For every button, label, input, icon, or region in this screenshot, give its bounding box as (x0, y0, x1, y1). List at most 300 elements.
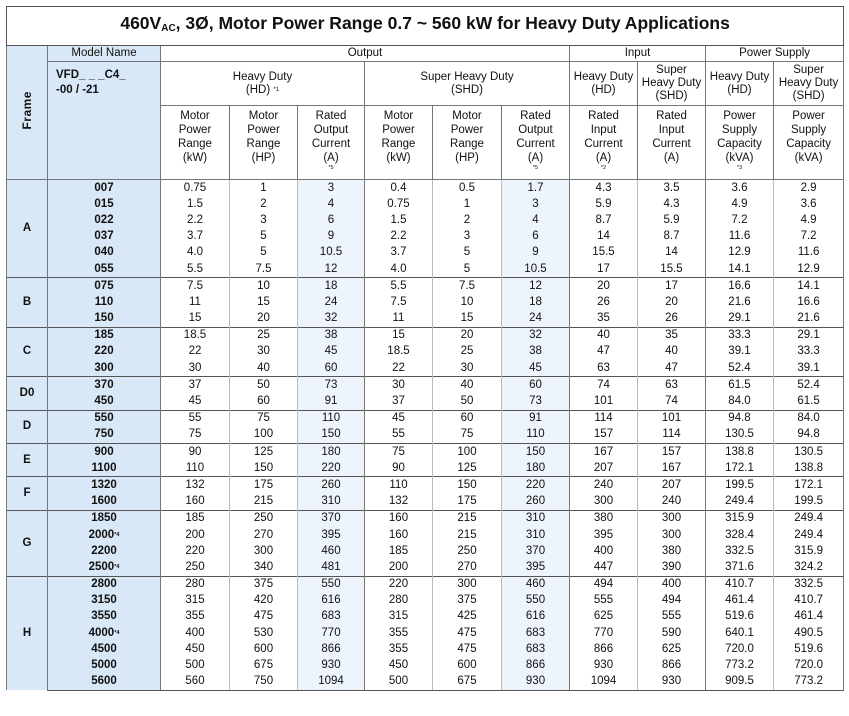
frame-cell: F (7, 477, 48, 510)
value-cell: 375 (433, 593, 502, 609)
col-header-rated-output (298, 106, 365, 180)
col-header-motor-hp (230, 106, 298, 180)
value-cell: 21.6 (706, 294, 774, 310)
col-header-line: Input (658, 124, 685, 136)
value-cell: 110 (298, 410, 365, 427)
col-header-line: Power (723, 110, 756, 122)
value-cell: 40 (638, 344, 706, 360)
value-cell: 461.4 (774, 609, 844, 625)
model-name-header: Model Name (48, 46, 161, 62)
table-row (7, 609, 844, 625)
value-cell: 25 (230, 327, 298, 344)
value-cell: 24 (502, 311, 570, 328)
model-number: 2800 (91, 578, 117, 591)
value-cell: 4.9 (774, 212, 844, 228)
col-header-line: (A) (527, 152, 544, 164)
value-cell: 519.6 (774, 641, 844, 657)
col-header-line: Capacity (786, 138, 831, 150)
value-cell: 0.5 (433, 180, 502, 197)
value-cell: 300 (433, 576, 502, 593)
table-row (7, 494, 844, 511)
value-cell: 640.1 (706, 625, 774, 641)
spec-table-container (6, 6, 843, 691)
model-number: 2000 (88, 528, 115, 541)
value-cell: 773.2 (774, 674, 844, 691)
value-cell: 215 (433, 527, 502, 543)
col-header-line: Current (311, 138, 351, 150)
value-cell: 199.5 (774, 494, 844, 511)
value-cell: 340 (230, 559, 298, 576)
value-cell: 380 (570, 510, 638, 527)
table-row (7, 410, 844, 427)
value-cell: 530 (230, 625, 298, 641)
model-cell (48, 327, 161, 344)
col-header-line: Range (178, 138, 212, 150)
col-header-shd-motor-hp (433, 106, 502, 180)
value-cell: 683 (502, 625, 570, 641)
value-cell: 7.2 (706, 212, 774, 228)
value-cell: 18.5 (161, 327, 230, 344)
col-header-hd-ps-capacity (706, 106, 774, 180)
value-cell: 15 (433, 311, 502, 328)
value-cell: 300 (570, 494, 638, 511)
model-cell (48, 657, 161, 673)
value-cell: 12 (298, 261, 365, 278)
value-cell: 100 (433, 444, 502, 461)
col-header-line: Output (518, 124, 553, 136)
value-cell: 420 (230, 593, 298, 609)
value-cell: 45 (298, 344, 365, 360)
power-supply-header: Power Supply (706, 46, 844, 62)
table-row (7, 543, 844, 559)
value-cell: 750 (230, 674, 298, 691)
value-cell: 14.1 (774, 278, 844, 295)
value-cell: 460 (298, 543, 365, 559)
col-header-line: (A) (595, 152, 612, 164)
value-cell: 55 (365, 427, 433, 444)
value-cell: 461.4 (706, 593, 774, 609)
value-cell: 300 (638, 510, 706, 527)
value-cell: 590 (638, 625, 706, 641)
value-cell: 475 (433, 641, 502, 657)
value-cell: 400 (638, 576, 706, 593)
value-cell: 130.5 (774, 444, 844, 461)
frame-cell: G (7, 510, 48, 576)
col-header-line: Range (246, 138, 281, 150)
model-number: 4000 (88, 626, 115, 639)
value-cell: 45 (502, 360, 570, 377)
value-cell: 12.9 (774, 261, 844, 278)
col-header-line: Power (792, 110, 825, 122)
model-cell (48, 229, 161, 245)
col-header-line: Power (178, 124, 212, 136)
col-header-line: (HP) (251, 152, 276, 164)
table-row (7, 196, 844, 212)
value-cell: 675 (433, 674, 502, 691)
value-cell: 63 (570, 360, 638, 377)
value-cell: 1 (433, 196, 502, 212)
value-cell: 12 (502, 278, 570, 295)
value-cell: 20 (230, 311, 298, 328)
value-cell: 410.7 (774, 593, 844, 609)
value-cell: 215 (230, 494, 298, 511)
value-cell: 2.9 (774, 180, 844, 197)
value-cell: 200 (365, 559, 433, 576)
model-cell (48, 576, 161, 593)
value-cell: 425 (433, 609, 502, 625)
value-cell: 125 (230, 444, 298, 461)
value-cell: 25 (433, 344, 502, 360)
value-cell: 3.6 (774, 196, 844, 212)
value-cell: 447 (570, 559, 638, 576)
model-number: 450 (94, 395, 114, 408)
footnote-marker: *5 (532, 165, 539, 171)
value-cell: 550 (298, 576, 365, 593)
value-cell: 32 (502, 327, 570, 344)
value-cell: 450 (161, 641, 230, 657)
value-cell: 14 (570, 229, 638, 245)
model-cell (48, 196, 161, 212)
value-cell: 38 (298, 327, 365, 344)
model-number: 2200 (91, 544, 117, 557)
value-cell: 616 (298, 593, 365, 609)
value-cell: 720.0 (774, 657, 844, 673)
value-cell: 490.5 (774, 625, 844, 641)
value-cell: 101 (570, 393, 638, 410)
value-cell: 15.5 (570, 245, 638, 261)
value-cell: 3 (230, 212, 298, 228)
table-row (7, 427, 844, 444)
value-cell: 6 (298, 212, 365, 228)
value-cell: 240 (570, 477, 638, 494)
value-cell: 132 (161, 477, 230, 494)
col-header-line: Capacity (717, 138, 762, 150)
value-cell: 315.9 (774, 543, 844, 559)
value-cell: 11 (365, 311, 433, 328)
value-cell: 400 (570, 543, 638, 559)
value-cell: 355 (161, 609, 230, 625)
value-cell: 114 (570, 410, 638, 427)
model-number: 110 (94, 295, 114, 308)
value-cell: 555 (638, 609, 706, 625)
value-cell: 15.5 (638, 261, 706, 278)
value-cell: 4.0 (161, 245, 230, 261)
value-cell: 15 (230, 294, 298, 310)
value-cell: 249.4 (706, 494, 774, 511)
value-cell: 400 (161, 625, 230, 641)
value-cell: 3.6 (706, 180, 774, 197)
value-cell: 909.5 (706, 674, 774, 691)
col-header-line: Motor (452, 110, 482, 122)
value-cell: 10 (433, 294, 502, 310)
value-cell: 114 (638, 427, 706, 444)
value-cell: 185 (365, 543, 433, 559)
value-cell: 5.9 (570, 196, 638, 212)
value-cell: 380 (638, 543, 706, 559)
value-cell: 172.1 (774, 477, 844, 494)
value-cell: 4.3 (638, 196, 706, 212)
col-header-line: Supply (721, 124, 758, 136)
frame-cell: A (7, 180, 48, 278)
value-cell: 220 (502, 477, 570, 494)
value-cell: 8.7 (638, 229, 706, 245)
model-cell (48, 212, 161, 228)
table-row (7, 212, 844, 228)
table-row (7, 625, 844, 641)
model-cell (48, 261, 161, 278)
value-cell: 157 (638, 444, 706, 461)
value-cell: 39.1 (706, 344, 774, 360)
value-cell: 14.1 (706, 261, 774, 278)
value-cell: 132 (365, 494, 433, 511)
value-cell: 1094 (570, 674, 638, 691)
value-cell: 220 (365, 576, 433, 593)
value-cell: 167 (638, 460, 706, 477)
model-number: 2500 (88, 560, 115, 573)
value-cell: 220 (298, 460, 365, 477)
value-cell: 0.4 (365, 180, 433, 197)
value-cell: 519.6 (706, 609, 774, 625)
value-cell: 500 (365, 674, 433, 691)
col-header-hd-rated-input (570, 106, 638, 180)
value-cell: 26 (638, 311, 706, 328)
value-cell: 175 (230, 477, 298, 494)
model-number: 550 (94, 412, 114, 425)
value-cell: 73 (502, 393, 570, 410)
value-cell: 5 (230, 229, 298, 245)
value-cell: 3.7 (161, 229, 230, 245)
value-cell: 770 (570, 625, 638, 641)
value-cell: 1 (230, 180, 298, 197)
table-row (7, 344, 844, 360)
value-cell: 5.9 (638, 212, 706, 228)
value-cell: 3 (298, 180, 365, 197)
col-header-line: Current (516, 138, 555, 150)
value-cell: 481 (298, 559, 365, 576)
value-cell: 22 (365, 360, 433, 377)
value-cell: 199.5 (706, 477, 774, 494)
table-row (7, 229, 844, 245)
table-row (7, 674, 844, 691)
value-cell: 555 (570, 593, 638, 609)
table-row (7, 477, 844, 494)
table-row (7, 261, 844, 278)
value-cell: 52.4 (774, 377, 844, 394)
value-cell: 5.5 (161, 261, 230, 278)
value-cell: 7.5 (161, 278, 230, 295)
value-cell: 60 (433, 410, 502, 427)
model-cell (48, 641, 161, 657)
value-cell: 45 (365, 410, 433, 427)
value-cell: 1.5 (365, 212, 433, 228)
col-header-line: Current (584, 138, 623, 150)
frame-cell: D0 (7, 377, 48, 410)
col-header-shd-rated-output (502, 106, 570, 180)
value-cell: 270 (230, 527, 298, 543)
model-number: 300 (94, 361, 114, 374)
value-cell: 300 (230, 543, 298, 559)
value-cell: 15 (365, 327, 433, 344)
value-cell: 39.1 (774, 360, 844, 377)
model-cell (48, 245, 161, 261)
value-cell: 355 (365, 625, 433, 641)
value-cell: 185 (161, 510, 230, 527)
value-cell: 324.2 (774, 559, 844, 576)
value-cell: 280 (161, 576, 230, 593)
model-number: 1600 (91, 495, 117, 508)
table-row (7, 593, 844, 609)
model-pattern-cell: VFD_ _ _C4_ -00 / -21 (48, 62, 161, 180)
model-number: 007 (94, 181, 114, 194)
value-cell: 332.5 (706, 543, 774, 559)
value-cell: 220 (161, 543, 230, 559)
output-header: Output (161, 46, 570, 62)
value-cell: 240 (638, 494, 706, 511)
value-cell: 61.5 (774, 393, 844, 410)
value-cell: 5 (230, 245, 298, 261)
value-cell: 260 (502, 494, 570, 511)
value-cell: 40 (433, 377, 502, 394)
value-cell: 866 (298, 641, 365, 657)
value-cell: 332.5 (774, 576, 844, 593)
model-number: 075 (94, 279, 114, 292)
value-cell: 625 (570, 609, 638, 625)
model-number: 022 (94, 213, 114, 226)
model-number: 055 (94, 262, 114, 275)
value-cell: 10 (230, 278, 298, 295)
value-cell: 38 (502, 344, 570, 360)
value-cell: 45 (161, 393, 230, 410)
model-cell (48, 444, 161, 461)
value-cell: 47 (638, 360, 706, 377)
col-header-shd-rated-input (638, 106, 706, 180)
value-cell: 683 (502, 641, 570, 657)
value-cell: 60 (502, 377, 570, 394)
value-cell: 180 (298, 444, 365, 461)
value-cell: 29.1 (774, 327, 844, 344)
col-header-line: Power (247, 124, 280, 136)
value-cell: 395 (570, 527, 638, 543)
value-cell: 250 (230, 510, 298, 527)
footnote-marker: *5 (328, 165, 334, 171)
model-number: 750 (94, 428, 114, 441)
value-cell: 84.0 (774, 410, 844, 427)
value-cell: 150 (433, 477, 502, 494)
value-cell: 22 (161, 344, 230, 360)
value-cell: 410.7 (706, 576, 774, 593)
output-shd-header: Super Heavy Duty (SHD) (365, 62, 570, 106)
table-row (7, 510, 844, 527)
col-header-line: Current (652, 138, 691, 150)
value-cell: 9 (298, 229, 365, 245)
value-cell: 138.8 (706, 444, 774, 461)
value-cell: 550 (502, 593, 570, 609)
col-header-line: Power (450, 124, 484, 136)
value-cell: 675 (230, 657, 298, 673)
table-title: $460V_{AC}$, 3Ø, Motor Power Range 0.7 ~ 560 kW for Heavy Duty Applications (7, 7, 844, 46)
value-cell: 84.0 (706, 393, 774, 410)
value-cell: 91 (502, 410, 570, 427)
value-cell: 40 (230, 360, 298, 377)
model-cell (48, 543, 161, 559)
model-cell (48, 278, 161, 295)
value-cell: 250 (433, 543, 502, 559)
model-cell (48, 460, 161, 477)
input-shd-header: Super Heavy Duty (SHD) (638, 62, 706, 106)
value-cell: 460 (502, 576, 570, 593)
col-header-line: Rated (588, 110, 619, 122)
input-hd-header: Heavy Duty (HD) (570, 62, 638, 106)
model-cell (48, 527, 161, 543)
input-header: Input (570, 46, 706, 62)
value-cell: 0.75 (161, 180, 230, 197)
value-cell: 4 (502, 212, 570, 228)
model-number: 150 (94, 312, 114, 325)
model-number: 1100 (91, 461, 117, 474)
value-cell: 616 (502, 609, 570, 625)
model-cell (48, 427, 161, 444)
value-cell: 866 (502, 657, 570, 673)
value-cell: 4.3 (570, 180, 638, 197)
model-number: 015 (94, 197, 114, 210)
value-cell: 866 (570, 641, 638, 657)
value-cell: 26 (570, 294, 638, 310)
value-cell: 560 (161, 674, 230, 691)
table-row (7, 559, 844, 576)
col-header-line: Motor (248, 110, 279, 122)
value-cell: 94.8 (706, 410, 774, 427)
value-cell: 355 (365, 641, 433, 657)
frame-cell: H (7, 576, 48, 690)
ps-shd-header: Super Heavy Duty (SHD) (774, 62, 844, 106)
value-cell: 310 (502, 527, 570, 543)
value-cell: 395 (298, 527, 365, 543)
value-cell: 683 (298, 609, 365, 625)
value-cell: 450 (365, 657, 433, 673)
table-row (7, 444, 844, 461)
value-cell: 16.6 (774, 294, 844, 310)
model-cell (48, 510, 161, 527)
model-cell (48, 494, 161, 511)
value-cell: 328.4 (706, 527, 774, 543)
value-cell: 175 (433, 494, 502, 511)
value-cell: 315.9 (706, 510, 774, 527)
value-cell: 4.0 (365, 261, 433, 278)
value-cell: 75 (230, 410, 298, 427)
value-cell: 370 (298, 510, 365, 527)
col-header-line: Rated (315, 110, 347, 122)
model-number: 4500 (91, 642, 117, 655)
footnote-marker: *3 (736, 165, 743, 171)
col-header-line: (kW) (182, 152, 208, 164)
value-cell: 160 (365, 527, 433, 543)
col-header-line: Supply (791, 124, 827, 136)
value-cell: 375 (230, 576, 298, 593)
frame-header: Frame (7, 46, 48, 180)
model-cell (48, 477, 161, 494)
table-row (7, 527, 844, 543)
value-cell: 125 (433, 460, 502, 477)
footnote-marker: *4 (114, 563, 120, 570)
model-number: 185 (94, 329, 114, 342)
value-cell: 150 (502, 444, 570, 461)
value-cell: 6 (502, 229, 570, 245)
value-cell: 157 (570, 427, 638, 444)
table-row (7, 657, 844, 673)
col-header-line: Motor (180, 110, 210, 122)
value-cell: 40 (570, 327, 638, 344)
value-cell: 30 (161, 360, 230, 377)
